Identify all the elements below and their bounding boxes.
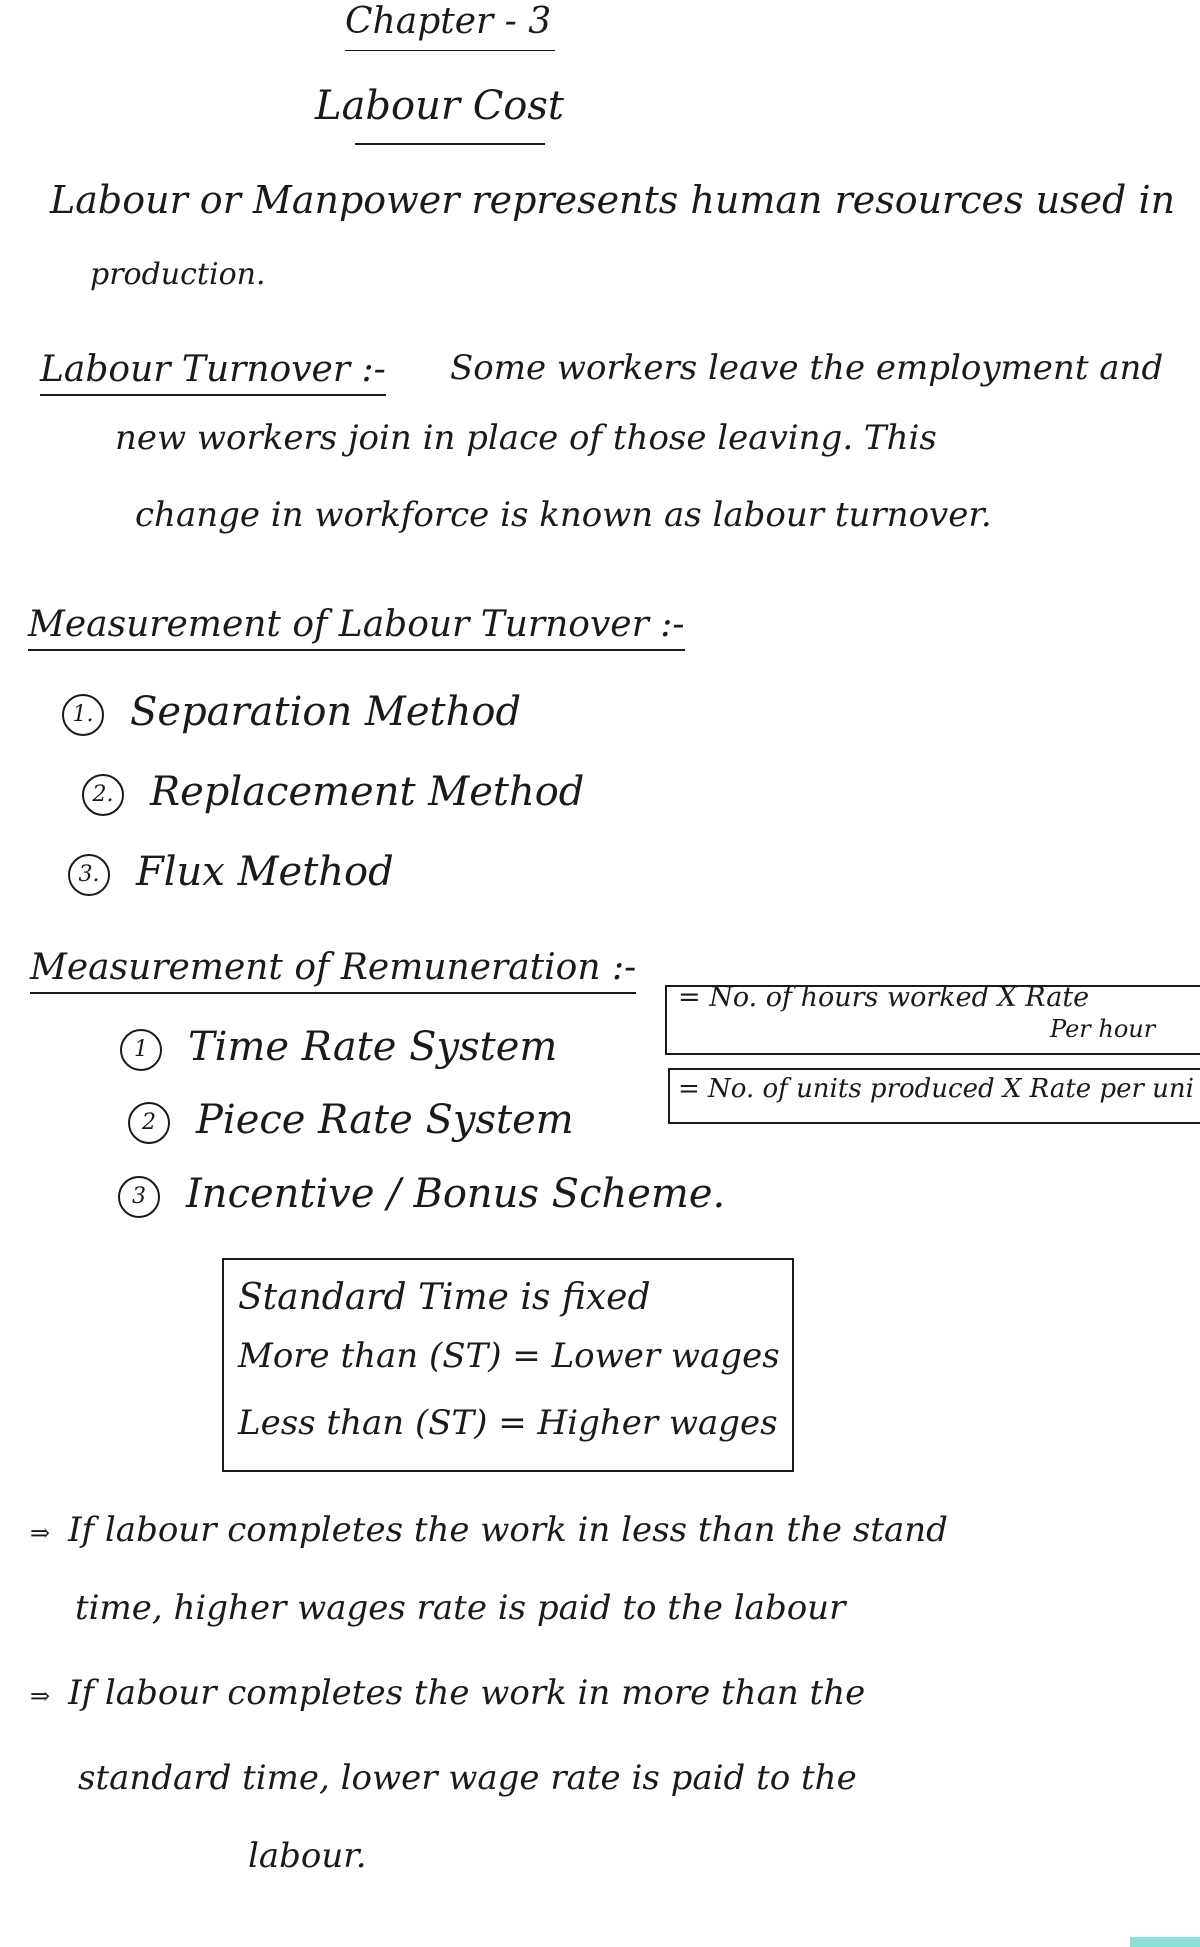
implies-arrow-icon: ⇒ — [30, 1519, 51, 1547]
remuneration-item-3 — [118, 1172, 725, 1218]
note-1-line-2: time, higher wages rate is paid to the labour — [75, 1588, 846, 1628]
method-label: Flux Method — [136, 849, 394, 895]
method-label: Replacement Method — [150, 769, 585, 815]
system-label: Incentive / Bonus Scheme. — [186, 1171, 726, 1217]
bonus-line-2: More than (ST) = Lower wages — [238, 1336, 780, 1376]
turnover-method-3 — [68, 850, 394, 896]
piece-rate-formula: = No. of units produced X Rate per uni — [678, 1074, 1194, 1104]
number-circle: 3 — [118, 1176, 160, 1218]
number-circle: 3. — [68, 854, 110, 896]
turnover-line-3: change in workforce is known as labour turnover. — [135, 495, 992, 535]
turnover-heading: Labour Turnover :- — [40, 350, 386, 396]
number-circle: 2. — [82, 774, 124, 816]
implies-arrow-icon: ⇒ — [30, 1682, 51, 1710]
note-text: If labour completes the work in more than the — [68, 1673, 866, 1713]
number-circle: 1. — [62, 694, 104, 736]
turnover-method-2 — [82, 770, 584, 816]
note-2-line-2: standard time, lower wage rate is paid to the — [78, 1758, 857, 1798]
turnover-method-1 — [62, 690, 521, 736]
turnover-line-2: new workers join in place of those leaving. This — [115, 418, 937, 458]
note-text: If labour completes the work in less than the stand — [68, 1510, 948, 1550]
remuneration-item-1 — [120, 1025, 557, 1071]
number-circle: 1 — [120, 1029, 162, 1071]
system-label: Piece Rate System — [196, 1097, 574, 1143]
time-rate-formula: = No. of hours worked X Rate — [678, 982, 1090, 1013]
remuneration-item-2 — [128, 1098, 574, 1144]
intro-line-2: production. — [90, 257, 266, 292]
system-label: Time Rate System — [188, 1024, 558, 1070]
intro-line-1: Labour or Manpower represents human resources used in — [50, 178, 1176, 222]
turnover-line-1: Some workers leave the employment and — [450, 348, 1164, 388]
note-2-line-1 — [30, 1675, 865, 1712]
page-title: Labour Cost — [315, 83, 564, 129]
number-circle: 2 — [128, 1102, 170, 1144]
time-rate-formula-unit: Per hour — [1050, 1015, 1156, 1043]
title-underline — [355, 143, 545, 145]
page-edge-mark — [1130, 1937, 1200, 1947]
method-label: Separation Method — [130, 689, 522, 735]
remuneration-heading: Measurement of Remuneration :- — [30, 948, 636, 994]
note-1-line-1 — [30, 1512, 948, 1549]
bonus-line-1: Standard Time is fixed — [238, 1277, 651, 1318]
chapter-label: Chapter - 3 — [345, 1, 552, 42]
measurement-turnover-heading: Measurement of Labour Turnover :- — [28, 605, 685, 651]
note-2-line-3: labour. — [248, 1836, 367, 1876]
chapter-underline — [345, 50, 555, 51]
bonus-line-3: Less than (ST) = Higher wages — [238, 1403, 778, 1443]
